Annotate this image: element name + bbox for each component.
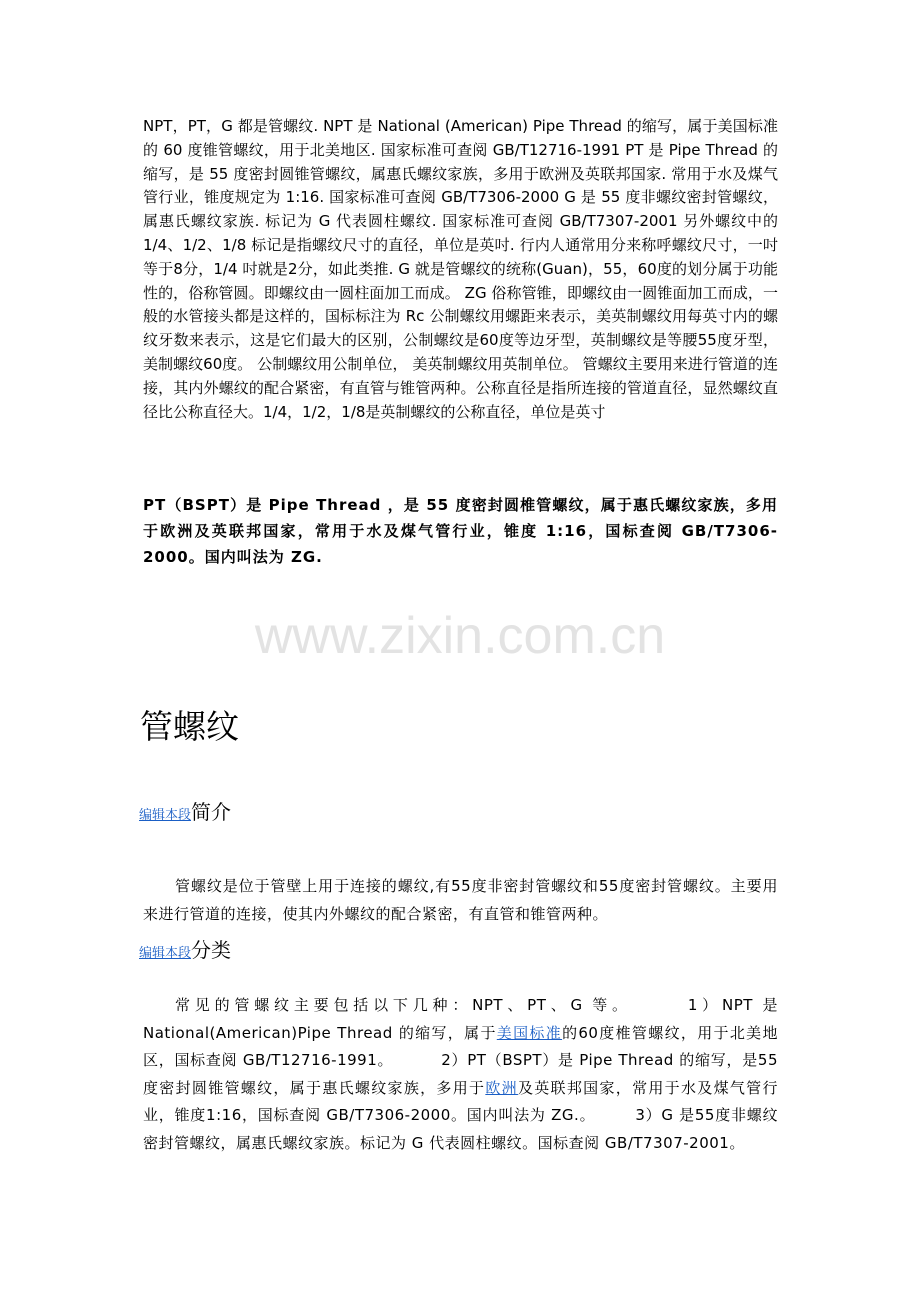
pt-bspt-paragraph: PT（BSPT）是 Pipe Thread ，是 55 度密封圆椎管螺纹，属于惠氏螺纹家族，多用于欧洲及英联邦国家，常用于水及煤气管行业，锥度 1:16，国标查阅 GB/T7306-2000。国内叫法为 ZG. (143, 496, 778, 566)
section-header-intro (139, 796, 231, 825)
g-description: 3）G 是55度非螺纹密封管螺纹，属惠氏螺纹家族。标记为 G 代表圆柱螺纹。国标查阅 GB/T7307-2001。 (143, 1106, 779, 1152)
section-header-classification (139, 934, 231, 963)
npt-description: 1）NPT 是 National(American)Pipe Thread 的缩写，属于 (143, 996, 778, 1042)
intro-body-paragraph: 管螺纹是位于管壁上用于连接的螺纹,有55度非密封管螺纹和55度密封管螺纹。主要用来进行管道的连接，使其内外螺纹的配合紧密，有直管和锥管两种。 (143, 877, 778, 923)
pt-description-cont: 及英联邦国家，常用于水及煤气管行业，锥度1:16，国标查阅 GB/T7306-2000。国内叫法为 ZG.。 (143, 1078, 778, 1124)
section-title-classification: 分类 (191, 938, 232, 962)
watermark: www.zixin.com.cn (254, 607, 666, 665)
pt-description: 2）PT（BSPT）是 Pipe Thread 的缩写，是55度密封圆锥管螺纹，属于惠氏螺纹家族，多用于 (143, 1051, 779, 1097)
edit-section-link[interactable]: 编辑本段 (139, 946, 192, 961)
npt-description-cont: 的60度椎管螺纹，用于北美地区，国标查阅 GB/T12716-1991。 (143, 1023, 778, 1069)
us-standard-link[interactable]: 美国标准 (496, 1023, 563, 1042)
section-title-intro: 简介 (191, 800, 232, 824)
intro-paragraph: NPT，PT，G 都是管螺纹. NPT 是 National (American) Pipe Thread 的缩写，属于美国标准的 60 度锥管螺纹，用于北美地区. 国家标准可查阅 GB/T12716-1991 PT 是 Pipe Thread 的缩写，是 55 度密封圆锥管螺纹，属惠氏螺纹家族，多用于欧洲及英联邦国家. 常用于水及煤气管行业，锥度规定为 1:16. 国家标准可查阅 GB/T7306-2000 G 是 55 度非螺纹密封管螺纹，属惠氏螺纹家族. 标记为 G 代表圆柱螺纹. 国家标准可查阅 GB/T7307-2001 另外螺纹中的1/4、1/2、1/8 标记是指螺纹尺寸的直径，单位是英吋. 行内人通常用分来称呼螺纹尺寸，一吋等于8分，1/4 吋就是2分，如此类推. G 就是管螺纹的统称(Guan)，55，60度的划分属于功能性的，俗称管圆。即螺纹由一圆柱面加工而成。 ZG 俗称管锥，即螺纹由一圆锥面加工而成，一般的水管接头都是这样的，国标标注为 Rc 公制螺纹用螺距来表示，美英制螺纹用每英寸内的螺纹牙数来表示，这是它们最大的区别，公制螺纹是60度等边牙型，英制螺纹是等腰55度牙型，美制螺纹60度。 公制螺纹用公制单位， 美英制螺纹用英制单位。 管螺纹主要用来进行管道的连接，其内外螺纹的配合紧密，有直管与锥管两种。公称直径是指所连接的管道直径，显然螺纹直径比公称直径大。1/4，1/2，1/8是英制螺纹的公称直径，单位是英寸 (143, 117, 778, 421)
europe-link[interactable]: 欧洲 (485, 1078, 518, 1097)
edit-section-link[interactable]: 编辑本段 (139, 808, 192, 823)
classification-paragraph (143, 992, 778, 1157)
page-title: 管螺纹 (140, 707, 239, 746)
classification-lead: 常见的管螺纹主要包括以下几种：NPT、PT、G 等。 (175, 996, 632, 1014)
